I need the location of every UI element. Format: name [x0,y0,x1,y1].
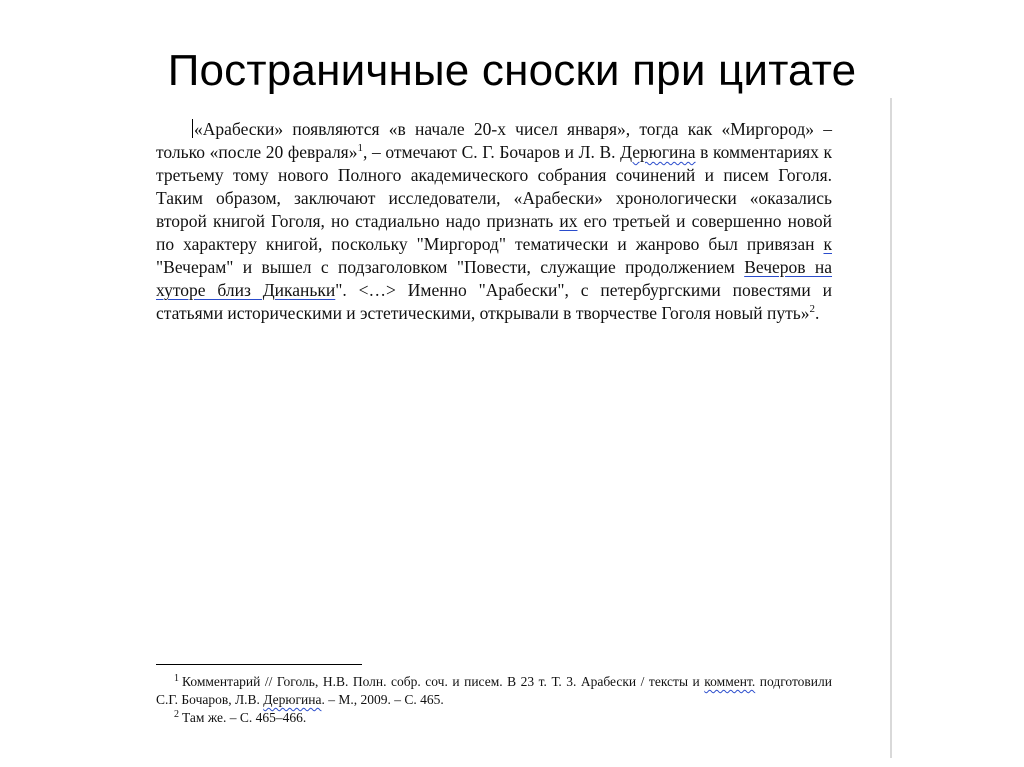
paragraph-text-1: «Арабески» появляются «в начале 20-х чисел января», тогда как «Миргород» – только «после 20 февраля» [156,119,832,162]
paragraph-text-6: ". <…> Именно "Арабески", с петербургскими повестями и статьями историческими и эстетическими, открывали в творчестве Гоголя новый путь» [156,280,832,323]
grammar-word-ih[interactable]: их [559,211,578,231]
footnote-ref-1[interactable]: 1 [357,142,363,155]
footnote-1-text-c: . – М., 2009. – С. 465. [321,692,444,707]
text-cursor [192,119,193,138]
footnote-separator [156,664,362,665]
footnote-1-text-a: Комментарий // Гоголь, Н.В. Полн. собр. соч. и писем. В 23 т. Т. 3. Арабески / тексты и [182,674,705,689]
footnote-2-text: Там же. – С. 465–466. [182,710,307,725]
footnote-1-text-b: подготовили С.Г. Бочаров, Л.В. [156,674,832,707]
paragraph-text-4: его третьей и совершенно новой по характеру книгой, поскольку "Миргород" тематически и жанрово был привязан [156,211,832,254]
paragraph-text-5: "Вечерам" и вышел с подзаголовком "Повести, служащие продолжением [156,257,745,277]
paragraph-text-2: , – отмечают С. Г. Бочаров и Л. В. [362,142,621,162]
footnote-ref-2[interactable]: 2 [809,303,816,316]
grammar-book-title[interactable]: Вечеров на хуторе близ Диканьки [156,257,833,300]
footnotes-area [156,673,832,727]
paragraph-text-3: в комментариях к третьему тому нового Полного академического собрания сочинений и писем Гоголя. Таким образом, заключают исследователи, «Арабески» хронологически «оказались второй книгой Гоголя, но стадиально надо признать [156,142,832,231]
spellcheck-word-komment[interactable]: коммент. [704,674,756,689]
footnote-number-1: 1 [174,672,179,684]
quote-paragraph [156,118,832,325]
paragraph-text-7: . [815,303,820,323]
grammar-word-k[interactable]: к [823,234,832,254]
footnote-number-2: 2 [174,708,179,720]
document-page [156,118,832,325]
footnote-2 [156,709,832,727]
slide-title: Постраничные сноски при цитате [167,46,857,95]
footnote-1 [156,673,832,709]
page-edge-divider [890,98,892,758]
spellcheck-word-deryugina[interactable]: Дерюгина [620,142,696,162]
spellcheck-word-deryugina-footnote[interactable]: Дерюгина [263,692,322,707]
